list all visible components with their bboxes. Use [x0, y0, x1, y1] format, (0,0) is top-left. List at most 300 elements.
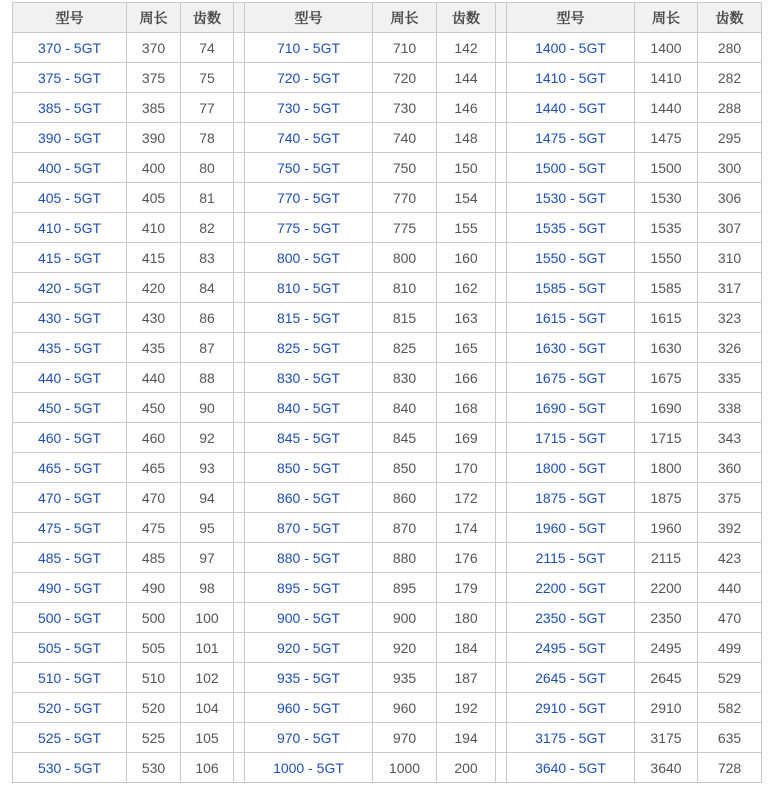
perimeter-cell: 815 — [373, 303, 437, 333]
model-cell[interactable]: 430 - 5GT — [13, 303, 127, 333]
table-body — [13, 33, 762, 783]
column-separator — [234, 33, 245, 63]
model-cell[interactable]: 510 - 5GT — [13, 663, 127, 693]
table-row — [13, 93, 762, 123]
column-separator — [496, 243, 507, 273]
teeth-cell: 92 — [181, 423, 234, 453]
teeth-cell: 360 — [698, 453, 762, 483]
perimeter-cell: 1000 — [373, 753, 437, 783]
model-cell[interactable]: 405 - 5GT — [13, 183, 127, 213]
teeth-cell: 86 — [181, 303, 234, 333]
column-separator — [496, 573, 507, 603]
model-cell[interactable]: 460 - 5GT — [13, 423, 127, 453]
column-separator — [234, 633, 245, 663]
teeth-cell: 170 — [437, 453, 496, 483]
model-cell[interactable]: 450 - 5GT — [13, 393, 127, 423]
teeth-cell: 343 — [698, 423, 762, 453]
table-row — [13, 273, 762, 303]
model-cell[interactable]: 1500 - 5GT — [507, 153, 635, 183]
model-cell[interactable]: 815 - 5GT — [245, 303, 373, 333]
teeth-cell: 77 — [181, 93, 234, 123]
model-cell[interactable]: 850 - 5GT — [245, 453, 373, 483]
model-cell[interactable]: 2115 - 5GT — [507, 543, 635, 573]
teeth-cell: 163 — [437, 303, 496, 333]
table-row — [13, 573, 762, 603]
model-cell[interactable]: 740 - 5GT — [245, 123, 373, 153]
teeth-cell: 375 — [698, 483, 762, 513]
model-cell[interactable]: 970 - 5GT — [245, 723, 373, 753]
perimeter-cell: 485 — [127, 543, 181, 573]
model-cell[interactable]: 825 - 5GT — [245, 333, 373, 363]
column-separator — [234, 603, 245, 633]
perimeter-cell: 1675 — [635, 363, 698, 393]
perimeter-cell: 770 — [373, 183, 437, 213]
perimeter-cell: 450 — [127, 393, 181, 423]
teeth-cell: 150 — [437, 153, 496, 183]
teeth-cell: 80 — [181, 153, 234, 183]
column-separator — [234, 663, 245, 693]
perimeter-cell: 375 — [127, 63, 181, 93]
perimeter-cell: 475 — [127, 513, 181, 543]
column-separator — [234, 333, 245, 363]
column-separator — [234, 393, 245, 423]
header-teeth: 齿数 — [437, 3, 496, 33]
perimeter-cell: 420 — [127, 273, 181, 303]
perimeter-cell: 750 — [373, 153, 437, 183]
table-row — [13, 633, 762, 663]
model-cell[interactable]: 2645 - 5GT — [507, 663, 635, 693]
column-separator — [496, 33, 507, 63]
perimeter-cell: 870 — [373, 513, 437, 543]
teeth-cell: 162 — [437, 273, 496, 303]
perimeter-cell: 740 — [373, 123, 437, 153]
perimeter-cell: 520 — [127, 693, 181, 723]
teeth-cell: 88 — [181, 363, 234, 393]
teeth-cell: 84 — [181, 273, 234, 303]
perimeter-cell: 1500 — [635, 153, 698, 183]
table-row — [13, 333, 762, 363]
teeth-cell: 82 — [181, 213, 234, 243]
model-cell[interactable]: 1675 - 5GT — [507, 363, 635, 393]
teeth-cell: 87 — [181, 333, 234, 363]
model-cell[interactable]: 900 - 5GT — [245, 603, 373, 633]
perimeter-cell: 415 — [127, 243, 181, 273]
header-teeth: 齿数 — [181, 3, 234, 33]
model-cell[interactable]: 750 - 5GT — [245, 153, 373, 183]
perimeter-cell: 1410 — [635, 63, 698, 93]
perimeter-cell: 2910 — [635, 693, 698, 723]
perimeter-cell: 2645 — [635, 663, 698, 693]
column-separator — [496, 603, 507, 633]
teeth-cell: 728 — [698, 753, 762, 783]
perimeter-cell: 2350 — [635, 603, 698, 633]
model-cell[interactable]: 1530 - 5GT — [507, 183, 635, 213]
perimeter-cell: 410 — [127, 213, 181, 243]
table-row — [13, 213, 762, 243]
column-separator — [496, 453, 507, 483]
model-cell[interactable]: 475 - 5GT — [13, 513, 127, 543]
perimeter-cell: 490 — [127, 573, 181, 603]
teeth-cell: 142 — [437, 33, 496, 63]
perimeter-cell: 370 — [127, 33, 181, 63]
model-cell[interactable]: 1800 - 5GT — [507, 453, 635, 483]
perimeter-cell: 1875 — [635, 483, 698, 513]
perimeter-cell: 830 — [373, 363, 437, 393]
column-separator — [496, 543, 507, 573]
model-cell[interactable]: 470 - 5GT — [13, 483, 127, 513]
column-separator — [234, 63, 245, 93]
teeth-cell: 307 — [698, 213, 762, 243]
table-row — [13, 513, 762, 543]
perimeter-cell: 470 — [127, 483, 181, 513]
table-row — [13, 483, 762, 513]
perimeter-cell: 400 — [127, 153, 181, 183]
teeth-cell: 282 — [698, 63, 762, 93]
header-perimeter: 周长 — [127, 3, 181, 33]
table-row — [13, 603, 762, 633]
teeth-cell: 338 — [698, 393, 762, 423]
model-cell[interactable]: 1400 - 5GT — [507, 33, 635, 63]
column-separator — [234, 93, 245, 123]
perimeter-cell: 1585 — [635, 273, 698, 303]
teeth-cell: 144 — [437, 63, 496, 93]
teeth-cell: 104 — [181, 693, 234, 723]
teeth-cell: 326 — [698, 333, 762, 363]
model-cell[interactable]: 840 - 5GT — [245, 393, 373, 423]
teeth-cell: 317 — [698, 273, 762, 303]
model-cell[interactable]: 2350 - 5GT — [507, 603, 635, 633]
teeth-cell: 106 — [181, 753, 234, 783]
table-row — [13, 153, 762, 183]
teeth-cell: 168 — [437, 393, 496, 423]
model-cell[interactable]: 400 - 5GT — [13, 153, 127, 183]
perimeter-cell: 840 — [373, 393, 437, 423]
perimeter-cell: 720 — [373, 63, 437, 93]
header-row — [13, 3, 762, 33]
model-cell[interactable]: 505 - 5GT — [13, 633, 127, 663]
column-separator — [234, 183, 245, 213]
column-separator — [496, 363, 507, 393]
model-cell[interactable]: 1475 - 5GT — [507, 123, 635, 153]
model-cell[interactable]: 415 - 5GT — [13, 243, 127, 273]
column-separator — [496, 93, 507, 123]
column-separator — [234, 243, 245, 273]
column-separator — [496, 633, 507, 663]
table-row — [13, 423, 762, 453]
model-cell[interactable]: 1875 - 5GT — [507, 483, 635, 513]
teeth-cell: 83 — [181, 243, 234, 273]
model-cell[interactable]: 870 - 5GT — [245, 513, 373, 543]
table-row — [13, 693, 762, 723]
perimeter-cell: 460 — [127, 423, 181, 453]
model-cell[interactable]: 770 - 5GT — [245, 183, 373, 213]
model-cell[interactable]: 960 - 5GT — [245, 693, 373, 723]
model-cell[interactable]: 370 - 5GT — [13, 33, 127, 63]
perimeter-cell: 900 — [373, 603, 437, 633]
perimeter-cell: 530 — [127, 753, 181, 783]
column-separator — [496, 303, 507, 333]
perimeter-cell: 525 — [127, 723, 181, 753]
column-separator — [234, 483, 245, 513]
column-separator — [496, 513, 507, 543]
model-cell[interactable]: 500 - 5GT — [13, 603, 127, 633]
model-cell[interactable]: 3640 - 5GT — [507, 753, 635, 783]
teeth-cell: 174 — [437, 513, 496, 543]
teeth-cell: 154 — [437, 183, 496, 213]
perimeter-cell: 1440 — [635, 93, 698, 123]
teeth-cell: 470 — [698, 603, 762, 633]
model-cell[interactable]: 1615 - 5GT — [507, 303, 635, 333]
model-cell[interactable]: 1535 - 5GT — [507, 213, 635, 243]
model-cell[interactable]: 375 - 5GT — [13, 63, 127, 93]
model-cell[interactable]: 830 - 5GT — [245, 363, 373, 393]
perimeter-cell: 1715 — [635, 423, 698, 453]
teeth-cell: 148 — [437, 123, 496, 153]
teeth-cell: 75 — [181, 63, 234, 93]
perimeter-cell: 465 — [127, 453, 181, 483]
perimeter-cell: 440 — [127, 363, 181, 393]
column-separator — [496, 663, 507, 693]
column-separator — [234, 3, 245, 33]
teeth-cell: 169 — [437, 423, 496, 453]
teeth-cell: 529 — [698, 663, 762, 693]
model-cell[interactable]: 385 - 5GT — [13, 93, 127, 123]
column-separator — [496, 423, 507, 453]
table-row — [13, 183, 762, 213]
model-cell[interactable]: 860 - 5GT — [245, 483, 373, 513]
column-separator — [234, 123, 245, 153]
model-cell[interactable]: 420 - 5GT — [13, 273, 127, 303]
perimeter-cell: 390 — [127, 123, 181, 153]
teeth-cell: 440 — [698, 573, 762, 603]
model-cell[interactable]: 520 - 5GT — [13, 693, 127, 723]
perimeter-cell: 1630 — [635, 333, 698, 363]
perimeter-cell: 3175 — [635, 723, 698, 753]
header-perimeter: 周长 — [635, 3, 698, 33]
teeth-cell: 392 — [698, 513, 762, 543]
teeth-cell: 78 — [181, 123, 234, 153]
table-row — [13, 723, 762, 753]
teeth-cell: 94 — [181, 483, 234, 513]
model-cell[interactable]: 2200 - 5GT — [507, 573, 635, 603]
perimeter-cell: 880 — [373, 543, 437, 573]
model-cell[interactable]: 800 - 5GT — [245, 243, 373, 273]
model-cell[interactable]: 810 - 5GT — [245, 273, 373, 303]
teeth-cell: 499 — [698, 633, 762, 663]
column-separator — [496, 3, 507, 33]
model-cell[interactable]: 435 - 5GT — [13, 333, 127, 363]
teeth-cell: 323 — [698, 303, 762, 333]
teeth-cell: 74 — [181, 33, 234, 63]
teeth-cell: 176 — [437, 543, 496, 573]
teeth-cell: 295 — [698, 123, 762, 153]
perimeter-cell: 935 — [373, 663, 437, 693]
model-cell[interactable]: 2910 - 5GT — [507, 693, 635, 723]
teeth-cell: 95 — [181, 513, 234, 543]
model-cell[interactable]: 1630 - 5GT — [507, 333, 635, 363]
perimeter-cell: 1475 — [635, 123, 698, 153]
column-separator — [234, 573, 245, 603]
column-separator — [496, 693, 507, 723]
column-separator — [496, 333, 507, 363]
model-cell[interactable]: 390 - 5GT — [13, 123, 127, 153]
table-row — [13, 393, 762, 423]
column-separator — [496, 723, 507, 753]
column-separator — [234, 723, 245, 753]
table-row — [13, 663, 762, 693]
perimeter-cell: 2495 — [635, 633, 698, 663]
belt-spec-table — [12, 2, 762, 783]
perimeter-cell: 435 — [127, 333, 181, 363]
column-separator — [234, 543, 245, 573]
perimeter-cell: 1690 — [635, 393, 698, 423]
perimeter-cell: 960 — [373, 693, 437, 723]
model-cell[interactable]: 525 - 5GT — [13, 723, 127, 753]
teeth-cell: 100 — [181, 603, 234, 633]
column-separator — [234, 213, 245, 243]
model-cell[interactable]: 720 - 5GT — [245, 63, 373, 93]
model-cell[interactable]: 895 - 5GT — [245, 573, 373, 603]
model-cell[interactable]: 1410 - 5GT — [507, 63, 635, 93]
teeth-cell: 582 — [698, 693, 762, 723]
teeth-cell: 187 — [437, 663, 496, 693]
model-cell[interactable]: 775 - 5GT — [245, 213, 373, 243]
teeth-cell: 146 — [437, 93, 496, 123]
perimeter-cell: 1800 — [635, 453, 698, 483]
table-row — [13, 123, 762, 153]
table-row — [13, 363, 762, 393]
column-separator — [234, 453, 245, 483]
teeth-cell: 200 — [437, 753, 496, 783]
model-cell[interactable]: 920 - 5GT — [245, 633, 373, 663]
column-separator — [234, 753, 245, 783]
teeth-cell: 165 — [437, 333, 496, 363]
column-separator — [496, 393, 507, 423]
header-model: 型号 — [245, 3, 373, 33]
model-cell[interactable]: 1585 - 5GT — [507, 273, 635, 303]
perimeter-cell: 505 — [127, 633, 181, 663]
column-separator — [234, 423, 245, 453]
teeth-cell: 180 — [437, 603, 496, 633]
model-cell[interactable]: 2495 - 5GT — [507, 633, 635, 663]
teeth-cell: 179 — [437, 573, 496, 603]
column-separator — [496, 63, 507, 93]
perimeter-cell: 810 — [373, 273, 437, 303]
header-model: 型号 — [507, 3, 635, 33]
model-cell[interactable]: 845 - 5GT — [245, 423, 373, 453]
column-separator — [496, 213, 507, 243]
model-cell[interactable]: 1000 - 5GT — [245, 753, 373, 783]
table-row — [13, 543, 762, 573]
teeth-cell: 97 — [181, 543, 234, 573]
model-cell[interactable]: 730 - 5GT — [245, 93, 373, 123]
perimeter-cell: 800 — [373, 243, 437, 273]
perimeter-cell: 385 — [127, 93, 181, 123]
teeth-cell: 310 — [698, 243, 762, 273]
model-cell[interactable]: 410 - 5GT — [13, 213, 127, 243]
perimeter-cell: 430 — [127, 303, 181, 333]
header-teeth: 齿数 — [698, 3, 762, 33]
teeth-cell: 192 — [437, 693, 496, 723]
model-cell[interactable]: 880 - 5GT — [245, 543, 373, 573]
model-cell[interactable]: 935 - 5GT — [245, 663, 373, 693]
table-row — [13, 243, 762, 273]
perimeter-cell: 850 — [373, 453, 437, 483]
teeth-cell: 335 — [698, 363, 762, 393]
perimeter-cell: 730 — [373, 93, 437, 123]
perimeter-cell: 970 — [373, 723, 437, 753]
model-cell[interactable]: 710 - 5GT — [245, 33, 373, 63]
model-cell[interactable]: 1440 - 5GT — [507, 93, 635, 123]
perimeter-cell: 710 — [373, 33, 437, 63]
column-separator — [234, 363, 245, 393]
perimeter-cell: 845 — [373, 423, 437, 453]
model-cell[interactable]: 3175 - 5GT — [507, 723, 635, 753]
teeth-cell: 105 — [181, 723, 234, 753]
perimeter-cell: 2115 — [635, 543, 698, 573]
perimeter-cell: 1550 — [635, 243, 698, 273]
model-cell[interactable]: 490 - 5GT — [13, 573, 127, 603]
model-cell[interactable]: 485 - 5GT — [13, 543, 127, 573]
model-cell[interactable]: 1960 - 5GT — [507, 513, 635, 543]
column-separator — [496, 123, 507, 153]
model-cell[interactable]: 1690 - 5GT — [507, 393, 635, 423]
perimeter-cell: 2200 — [635, 573, 698, 603]
column-separator — [496, 483, 507, 513]
perimeter-cell: 860 — [373, 483, 437, 513]
perimeter-cell: 920 — [373, 633, 437, 663]
perimeter-cell: 3640 — [635, 753, 698, 783]
model-cell[interactable]: 465 - 5GT — [13, 453, 127, 483]
table-row — [13, 303, 762, 333]
teeth-cell: 166 — [437, 363, 496, 393]
column-separator — [234, 513, 245, 543]
teeth-cell: 300 — [698, 153, 762, 183]
column-separator — [234, 273, 245, 303]
teeth-cell: 172 — [437, 483, 496, 513]
model-cell[interactable]: 440 - 5GT — [13, 363, 127, 393]
perimeter-cell: 500 — [127, 603, 181, 633]
model-cell[interactable]: 1715 - 5GT — [507, 423, 635, 453]
teeth-cell: 81 — [181, 183, 234, 213]
teeth-cell: 194 — [437, 723, 496, 753]
column-separator — [234, 693, 245, 723]
perimeter-cell: 1615 — [635, 303, 698, 333]
teeth-cell: 288 — [698, 93, 762, 123]
table-row — [13, 33, 762, 63]
perimeter-cell: 1400 — [635, 33, 698, 63]
perimeter-cell: 1535 — [635, 213, 698, 243]
model-cell[interactable]: 530 - 5GT — [13, 753, 127, 783]
column-separator — [234, 153, 245, 183]
perimeter-cell: 895 — [373, 573, 437, 603]
teeth-cell: 101 — [181, 633, 234, 663]
header-perimeter: 周长 — [373, 3, 437, 33]
table-row — [13, 753, 762, 783]
column-separator — [496, 753, 507, 783]
model-cell[interactable]: 1550 - 5GT — [507, 243, 635, 273]
teeth-cell: 160 — [437, 243, 496, 273]
teeth-cell: 102 — [181, 663, 234, 693]
teeth-cell: 306 — [698, 183, 762, 213]
teeth-cell: 93 — [181, 453, 234, 483]
teeth-cell: 98 — [181, 573, 234, 603]
table-row — [13, 63, 762, 93]
column-separator — [496, 153, 507, 183]
perimeter-cell: 775 — [373, 213, 437, 243]
table-row — [13, 453, 762, 483]
perimeter-cell: 825 — [373, 333, 437, 363]
